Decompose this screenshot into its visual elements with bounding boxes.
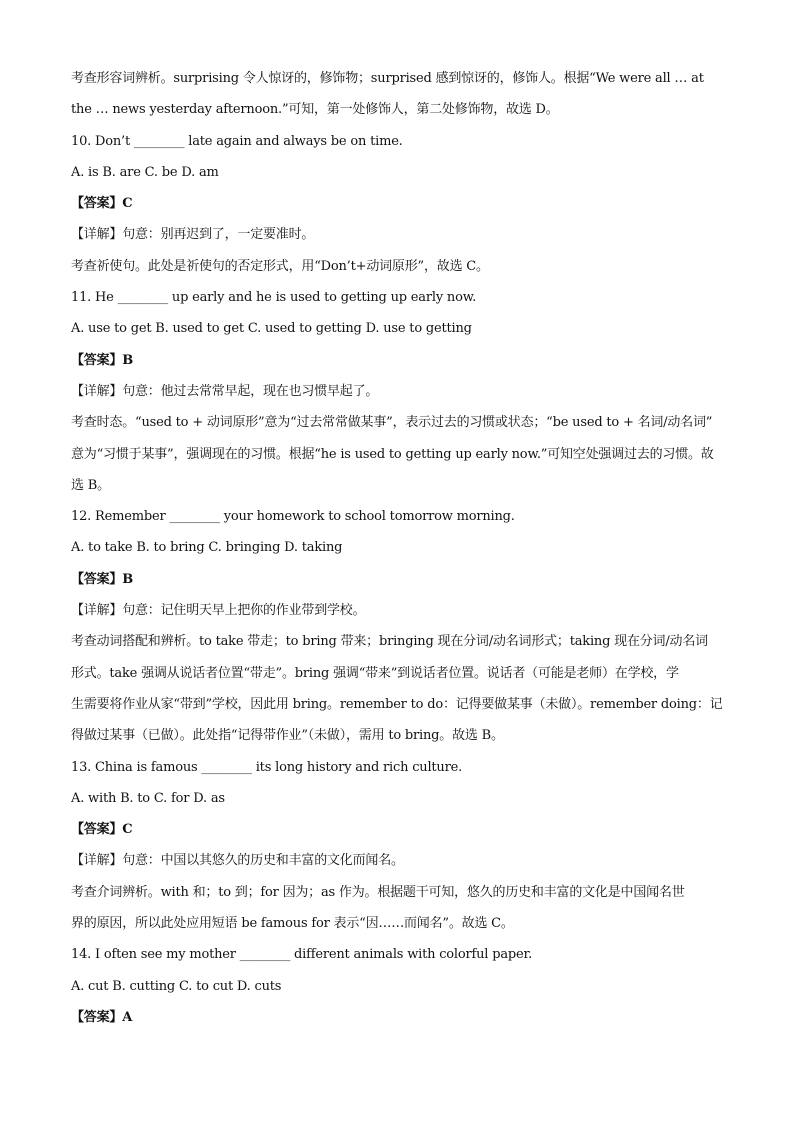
text-line: 考查形容词辨析。surprising 令人惊讶的，修饰物；surprised 感到惊讶的，修饰人。根据“We were all … at — [71, 71, 704, 86]
answer-line: 【答案】C — [71, 822, 133, 838]
question-line: 13. China is famous ________ its long history and rich culture. — [71, 759, 463, 775]
text-line: the … news yesterday afternoon.”可知，第一处修饰人，第二处修饰物，故选 D。 — [71, 102, 559, 118]
text-line: 【详解】句意：中国以其悠久的历史和丰富的文化而闻名。 — [71, 853, 404, 869]
options-line: A. use to get B. used to get C. used to getting D. use to getting — [71, 321, 472, 337]
question-line: 12. Remember ________ your homework to school tomorrow morning. — [71, 509, 515, 525]
text-line: 生需要将作业从家“带到”学校，因此用 bring。remember to do：记得要做某事（未做）。remember doing：记 — [71, 696, 723, 712]
question-line: 14. I often see my mother ________ different animals with colorful paper. — [71, 947, 533, 963]
question-line: 11. He ________ up early and he is used to getting up early now. — [71, 290, 477, 306]
text-line: 【详解】句意：别再迟到了，一定要准时。 — [71, 227, 315, 243]
options-line: A. to take B. to bring C. bringing D. taking — [71, 540, 343, 556]
options-line: A. is B. are C. be D. am — [71, 164, 219, 180]
text-line: 意为“习惯于某事”，强调现在的习惯。根据“he is used to getting up early now.”可知空处强调过去的习惯。故 — [71, 446, 714, 462]
document-page — [71, 63, 726, 1033]
text-line: 选 B。 — [71, 477, 110, 493]
text-line: 考查介词辨析。with 和；to 到；for 因为；as 作为。根据题干可知，悠久的历史和丰富的文化是中国闻名世 — [71, 884, 685, 900]
answer-line: 【答案】C — [71, 196, 133, 212]
text-line: 考查动词搭配和辨析。to take 带走；to bring 带来；bringing 现在分词/动名词形式；taking 现在分词/动名词 — [71, 634, 708, 650]
answer-line: 【答案】B — [71, 352, 133, 368]
text-line: 【详解】句意：他过去常常早起，现在也习惯早起了。 — [71, 383, 379, 399]
text-line: 考查时态。“used to + 动词原形”意为“过去常常做某事”，表示过去的习惯或状态；“be used to + 名词/动名词” — [71, 415, 713, 431]
options-line: A. with B. to C. for D. as — [71, 790, 225, 806]
answer-line: 【答案】A — [71, 1009, 133, 1025]
text-line: 得做过某事（已做）。此处指“记得带作业”（未做），需用 to bring。故选 B。 — [71, 728, 504, 744]
options-line: A. cut B. cutting C. to cut D. cuts — [71, 978, 282, 994]
text-line: 考查祈使句。此处是祈使句的否定形式，用“Don’t+动词原形”，故选 C。 — [71, 258, 489, 274]
text-line: 【详解】句意：记住明天早上把你的作业带到学校。 — [71, 603, 366, 619]
text-line: 形式。take 强调从说话者位置“带走”。bring 强调“带来”到说话者位置。说话者（可能是老师）在学校，学 — [71, 665, 679, 681]
text-line: 界的原因，所以此处应用短语 be famous for 表示“因……而闻名”。故选 C。 — [71, 916, 514, 932]
answer-line: 【答案】B — [71, 571, 133, 587]
question-line: 10. Don’t ________ late again and always be on time. — [71, 133, 403, 149]
